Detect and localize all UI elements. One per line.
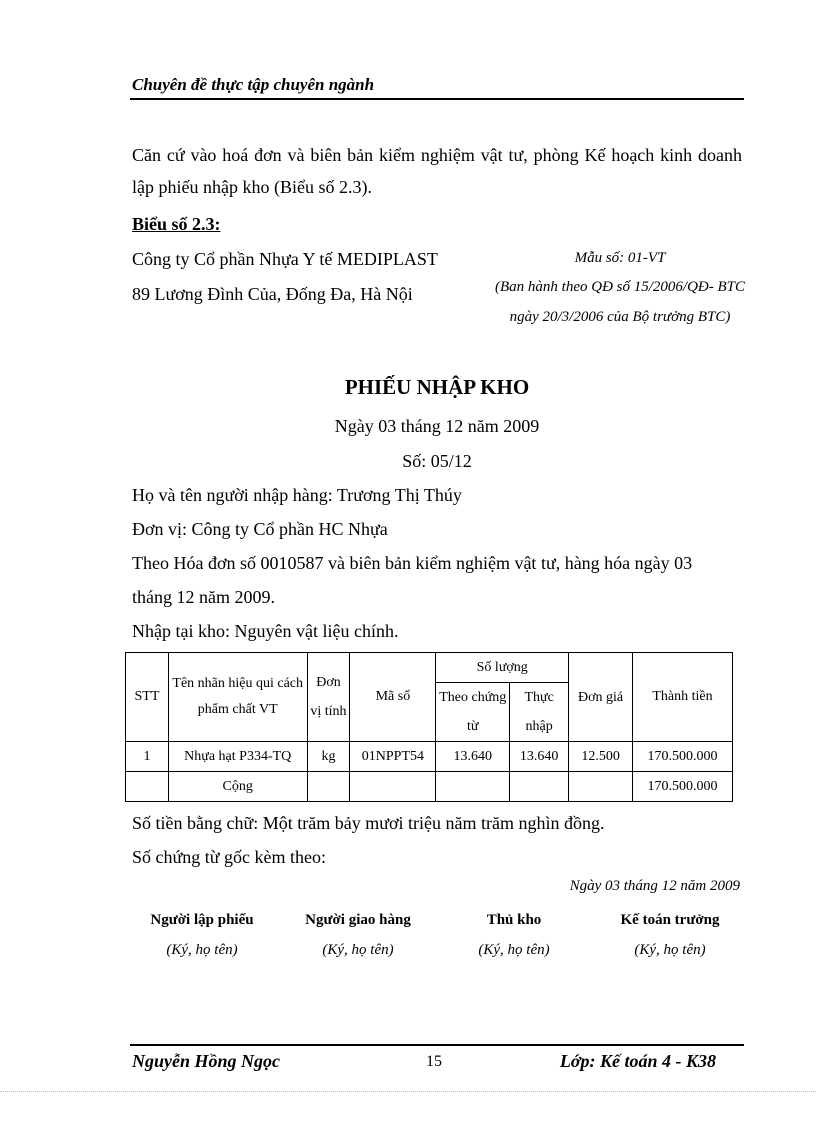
footer-rule [130,1044,744,1046]
slip-date: Ngày 03 tháng 12 năm 2009 [334,416,540,436]
invoice-line: Theo Hóa đơn số 0010587 và biên bản kiểm nghiệm vật tư, hàng hóa ngày 03 [132,553,693,573]
col-stt-header: STT [126,653,169,742]
cell-theo: 13.640 [436,742,510,772]
table-row [126,742,733,772]
form-code: Mẫu số: 01-VT [574,250,666,266]
sig-note-chief-accountant: (Ký, họ tên) [634,942,706,958]
col-theo-header: Theo chứng từ [436,683,510,742]
receipt-table [125,652,733,802]
sig-title-preparer: Người lập phiếu [150,912,254,928]
company-name: Công ty Cổ phần Nhựa Y tế MEDIPLAST [132,249,438,269]
form-ref-line1: (Ban hành theo QĐ số 15/2006/QĐ- BTC [495,279,745,295]
sum-total: 170.500.000 [633,772,733,802]
page-bottom-divider [0,1091,816,1092]
col-thuc-header: Thực nhập [510,683,569,742]
invoice-date-line: tháng 12 năm 2009. [132,587,275,607]
sig-title-deliverer: Người giao hàng [305,912,411,928]
header-title: Chuyên đề thực tập chuyên ngành [132,75,375,94]
sig-note-preparer: (Ký, họ tên) [166,942,238,958]
slip-number: Số: 05/12 [402,451,472,471]
cell-name: Nhựa hạt P334-TQ [168,742,307,772]
col-name-header: Tên nhãn hiệu qui cách phẩm chất VT [168,653,307,742]
cell-thuc: 13.640 [510,742,569,772]
sig-note-deliverer: (Ký, họ tên) [322,942,394,958]
sign-date: Ngày 03 tháng 12 năm 2009 [569,878,740,894]
sig-title-chief-accountant: Kế toán trưởng [620,912,720,928]
page-number: 15 [426,1053,442,1070]
col-unit-header: Đơn vị tính [307,653,350,742]
cell-price: 12.500 [569,742,633,772]
cell-total: 170.500.000 [633,742,733,772]
form-ref-line2: ngày 20/3/2006 của Bộ trưởng BTC) [509,309,731,325]
header-rule [130,98,744,100]
footer-class: Lớp: Kế toán 4 - K38 [559,1051,716,1071]
attached-docs: Số chứng từ gốc kèm theo: [132,847,326,867]
col-total-header: Thành tiền [633,653,733,742]
sum-row [126,772,733,802]
sig-title-storekeeper: Thủ kho [486,912,542,928]
cell-code: 01NPPT54 [350,742,436,772]
deliverer-line: Họ và tên người nhập hàng: Trương Thị Thúy [132,485,462,505]
col-qty-header: Số lượng [436,653,569,683]
col-code-header: Mã số [350,653,436,742]
cell-unit: kg [307,742,350,772]
col-price-header: Đơn giá [569,653,633,742]
cell-stt: 1 [126,742,169,772]
slip-title: PHIẾU NHẬP KHO [344,375,530,399]
warehouse-line: Nhập tại kho: Nguyên vật liệu chính. [132,621,399,641]
sig-note-storekeeper: (Ký, họ tên) [478,942,550,958]
unit-line: Đơn vị: Công ty Cổ phần HC Nhựa [132,519,388,539]
footer-author: Nguyễn Hồng Ngọc [132,1051,280,1071]
intro-paragraph: Căn cứ vào hoá đơn và biên bản kiểm nghiệm vật tư, phòng Kế hoạch kinh doanh lập phiếu nhập kho (Biểu số 2.3). [132,145,742,197]
bieu-so-label: Biểu số 2.3: [132,214,221,234]
company-address: 89 Lương Đình Của, Đống Đa, Hà Nội [132,284,413,304]
amount-in-words: Số tiền bằng chữ: Một trăm bảy mươi triệu năm trăm nghìn đồng. [132,813,605,833]
sum-label: Cộng [168,772,307,802]
